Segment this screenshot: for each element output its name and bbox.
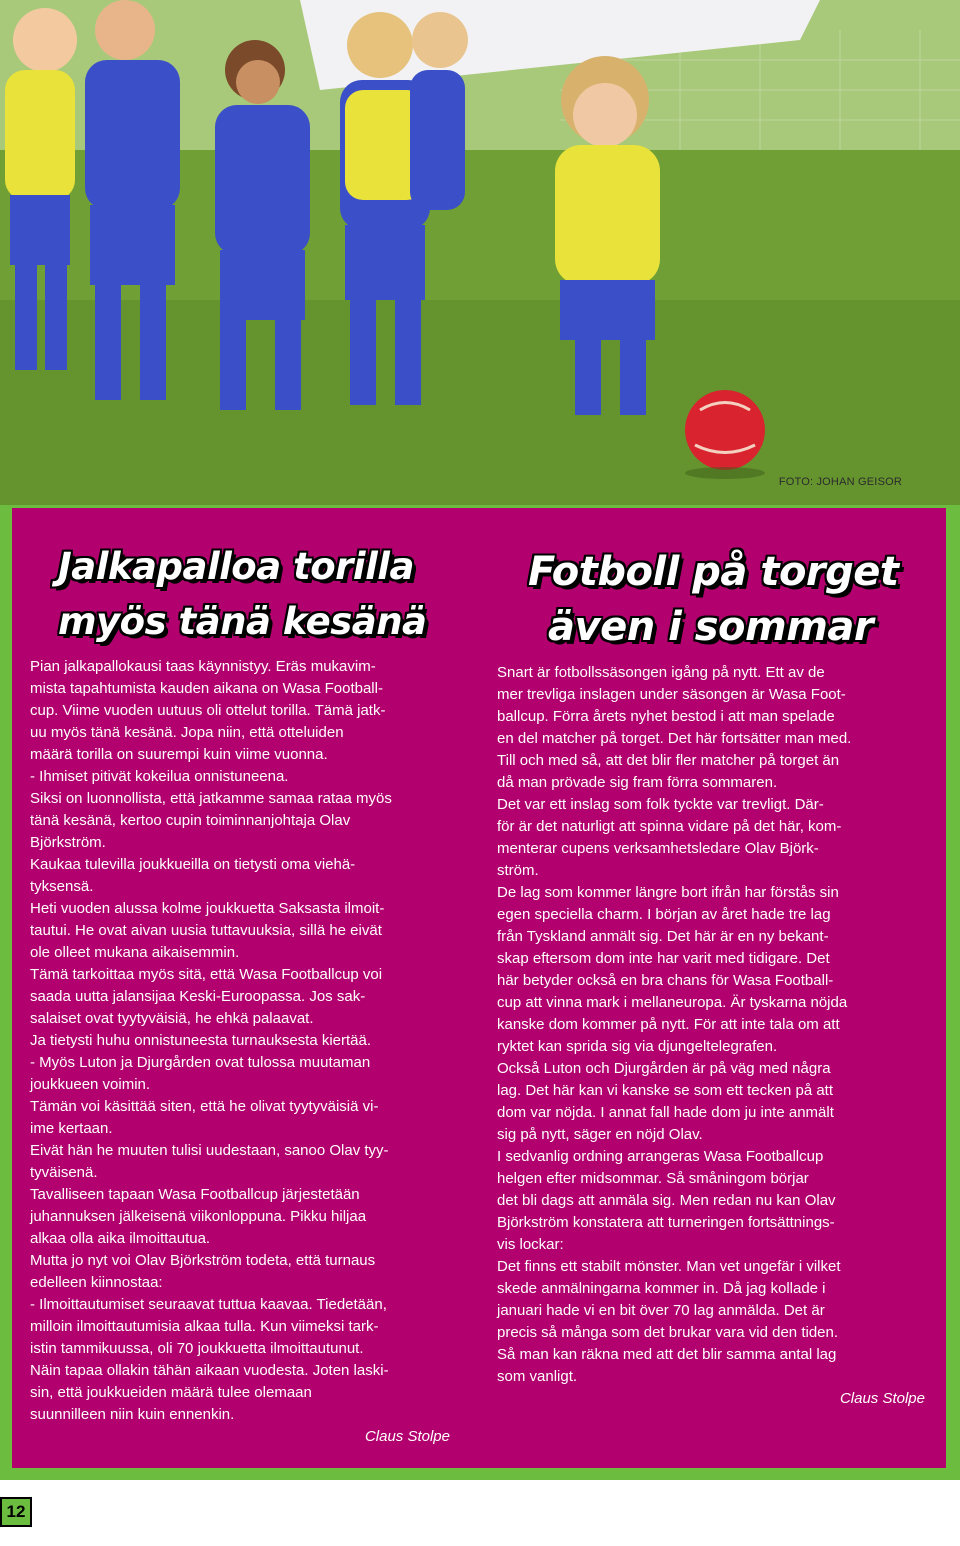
finnish-title-line1: Jalkapalloa torilla [58, 545, 414, 588]
text-line: som vanligt. [497, 1368, 578, 1385]
text-line: sig på nytt, säger en nöjd Olav. [497, 1126, 703, 1143]
text-line: helgen efter midsommar. Så småningom börjar [497, 1170, 809, 1187]
text-line: Det finns ett stabilt mönster. Man vet ungefär i vilket [497, 1258, 841, 1275]
text-line: Björkström konstatera att turneringen fortsättnings- [497, 1214, 835, 1231]
swedish-article [497, 662, 925, 1410]
text-line: - Ilmoittautumiset seuraavat tuttua kaavaa. Tiedetään, [30, 1296, 387, 1313]
text-line: juhannuksen jälkeisenä viikonloppuna. Pikku hiljaa [30, 1208, 367, 1225]
text-line: från Tyskland anmält sig. Det här är en ny bekant- [497, 928, 829, 945]
text-line: Det var ett inslag som folk tyckte var trevligt. Där- [497, 796, 824, 813]
finnish-body [30, 656, 450, 1448]
text-line: för är det naturligt att spinna vidare på det här, kom- [497, 818, 842, 835]
text-line: - Myös Luton ja Djurgården ovat tulossa muutaman [30, 1054, 371, 1071]
text-line: här betyder också en bra chans för Wasa Football- [497, 972, 834, 989]
text-line: skap eftersom dom inte har varit med tidigare. Det [497, 950, 830, 967]
text-line: Tämän voi käsittää siten, että he olivat tyytyväisiä vi- [30, 1098, 379, 1115]
text-line: salaiset ovat tyytyväisiä, he ehkä palaavat. [30, 1010, 314, 1027]
text-line: cup att vinna mark i mellaneuropa. Är tyskarna nöjda [497, 994, 848, 1011]
text-line: Också Luton och Djurgården är på väg med några [497, 1060, 831, 1077]
text-line: det bli dags att anmäla sig. Men redan nu kan Olav [497, 1192, 836, 1209]
text-line: edelleen kiinnostaa: [30, 1274, 163, 1291]
photo-credit: FOTO: JOHAN GEISOR [778, 476, 902, 488]
text-line: tyväisenä. [30, 1164, 98, 1181]
text-line: Näin tapaa ollakin tähän aikaan vuodesta. Joten laski- [30, 1362, 389, 1379]
text-line: precis så många som det brukar vara vid den tiden. [497, 1324, 839, 1341]
text-line: Kaukaa tulevilla joukkueilla on tietysti oma viehä- [30, 856, 356, 873]
text-line: vis lockar: [497, 1236, 564, 1253]
text-line: - Ihmiset pitivät kokeilua onnistuneena. [30, 768, 289, 785]
text-line: Mutta jo nyt voi Olav Björkström todeta, että turnaus [30, 1252, 376, 1269]
text-line: Så man kan räkna med att det blir samma antal lag [497, 1346, 837, 1363]
text-line: saada uutta jalansijaa Keski-Euroopassa. Jos sak- [30, 988, 366, 1005]
text-line: ime kertaan. [30, 1120, 113, 1137]
finnish-article [30, 656, 450, 1448]
text-line: cup. Viime vuoden uutuus oli ottelut torilla. Tämä jatk- [30, 702, 386, 719]
finnish-signature: Claus Stolpe [364, 1428, 450, 1445]
text-line: Ja tietysti huhu onnistuneesta turnauksesta kiertää. [30, 1032, 372, 1049]
text-line: Snart är fotbollssäsongen igång på nytt. Ett av de [497, 664, 825, 681]
soccer-kids-illustration [0, 0, 960, 505]
text-line: ballcup. Förra årets nyhet bestod i att man spelade [497, 708, 835, 725]
text-line: De lag som kommer längre bort ifrån har förstås sin [497, 884, 839, 901]
text-line: dom var nöjda. I annat fall hade dom ju inte anmält [497, 1104, 834, 1121]
text-line: Siksi on luonnollista, että jatkamme samaa rataa myös [30, 790, 392, 807]
swedish-title-line1: Fotboll på torget [528, 549, 899, 595]
text-line: ström. [497, 862, 539, 879]
text-line: Heti vuoden alussa kolme joukkuetta Saksasta ilmoit- [30, 900, 385, 917]
swedish-signature: Claus Stolpe [839, 1390, 925, 1407]
text-line: uu myös tänä kesänä. Jopa niin, että otteluiden [30, 724, 344, 741]
finnish-title-line2: myös tänä kesänä [58, 600, 427, 643]
text-line: mista tapahtumista kauden aikana on Wasa Football- [30, 680, 383, 697]
text-line: joukkueen voimin. [30, 1076, 151, 1093]
text-line: Till och med så, att det blir fler matcher på torget än [497, 752, 840, 769]
text-line: milloin ilmoittautumisia alkaa tulla. Kun viimeksi tark- [30, 1318, 379, 1335]
swedish-body [497, 662, 925, 1410]
text-line: lag. Det här kan vi kanske se som ett tecken på att [497, 1082, 834, 1099]
text-line: Tämä tarkoittaa myös sitä, että Wasa Footballcup voi [30, 966, 383, 983]
text-line: suunnilleen niin kuin ennenkin. [30, 1406, 235, 1423]
page-number: 12 [0, 1497, 32, 1527]
text-line: Björkström. [30, 834, 106, 851]
text-line: skede anmälningarna kommer in. Då jag kollade i [497, 1280, 826, 1297]
text-line: I sedvanlig ordning arrangeras Wasa Footballcup [497, 1148, 824, 1165]
text-line: tautui. He ovat aivan uusia tuttavuuksia, sillä he eivät [30, 922, 382, 939]
text-line: då man prövade sig fram förra sommaren. [497, 774, 778, 791]
text-line: sin, että joukkueiden määrä tulee olemaan [30, 1384, 312, 1401]
text-line: Eivät hän he muuten tulisi uudestaan, sanoo Olav tyy- [30, 1142, 389, 1159]
text-line: en del matcher på torget. Det här fortsätter man med. [497, 730, 852, 747]
text-line: egen speciella charm. I början av året hade tre lag [497, 906, 831, 923]
text-line: tyksensä. [30, 878, 94, 895]
text-line: januari hade vi en bit över 70 lag anmälda. Det är [497, 1302, 825, 1319]
player-5 [410, 12, 468, 210]
text-line: istin tammikuussa, oli 70 joukkuetta ilmoittautunut. [30, 1340, 364, 1357]
text-line: tänä kesänä, kertoo cupin toiminnanjohtaja Olav [30, 812, 351, 829]
text-line: Tavalliseen tapaan Wasa Footballcup järjestetään [30, 1186, 360, 1203]
text-line: mer trevliga inslagen under säsongen är Wasa Foot- [497, 686, 846, 703]
hero-photo [0, 0, 960, 505]
text-line: Pian jalkapallokausi taas käynnistyy. Eräs mukavim- [30, 658, 376, 675]
text-line: alkaa olla aika ilmoittautua. [30, 1230, 211, 1247]
text-line: määrä torilla on suurempi kuin viime vuonna. [30, 746, 328, 763]
text-line: ole olleet mukana aikaisemmin. [30, 944, 240, 961]
swedish-title-line2: även i sommar [548, 604, 874, 650]
text-line: kanske dom kommer på nytt. För att inte tala om att [497, 1016, 840, 1033]
text-line: menterar cupens verksamhetsledare Olav Björk- [497, 840, 819, 857]
text-line: ryktet kan sprida sig via djungeltelegrafen. [497, 1038, 778, 1055]
